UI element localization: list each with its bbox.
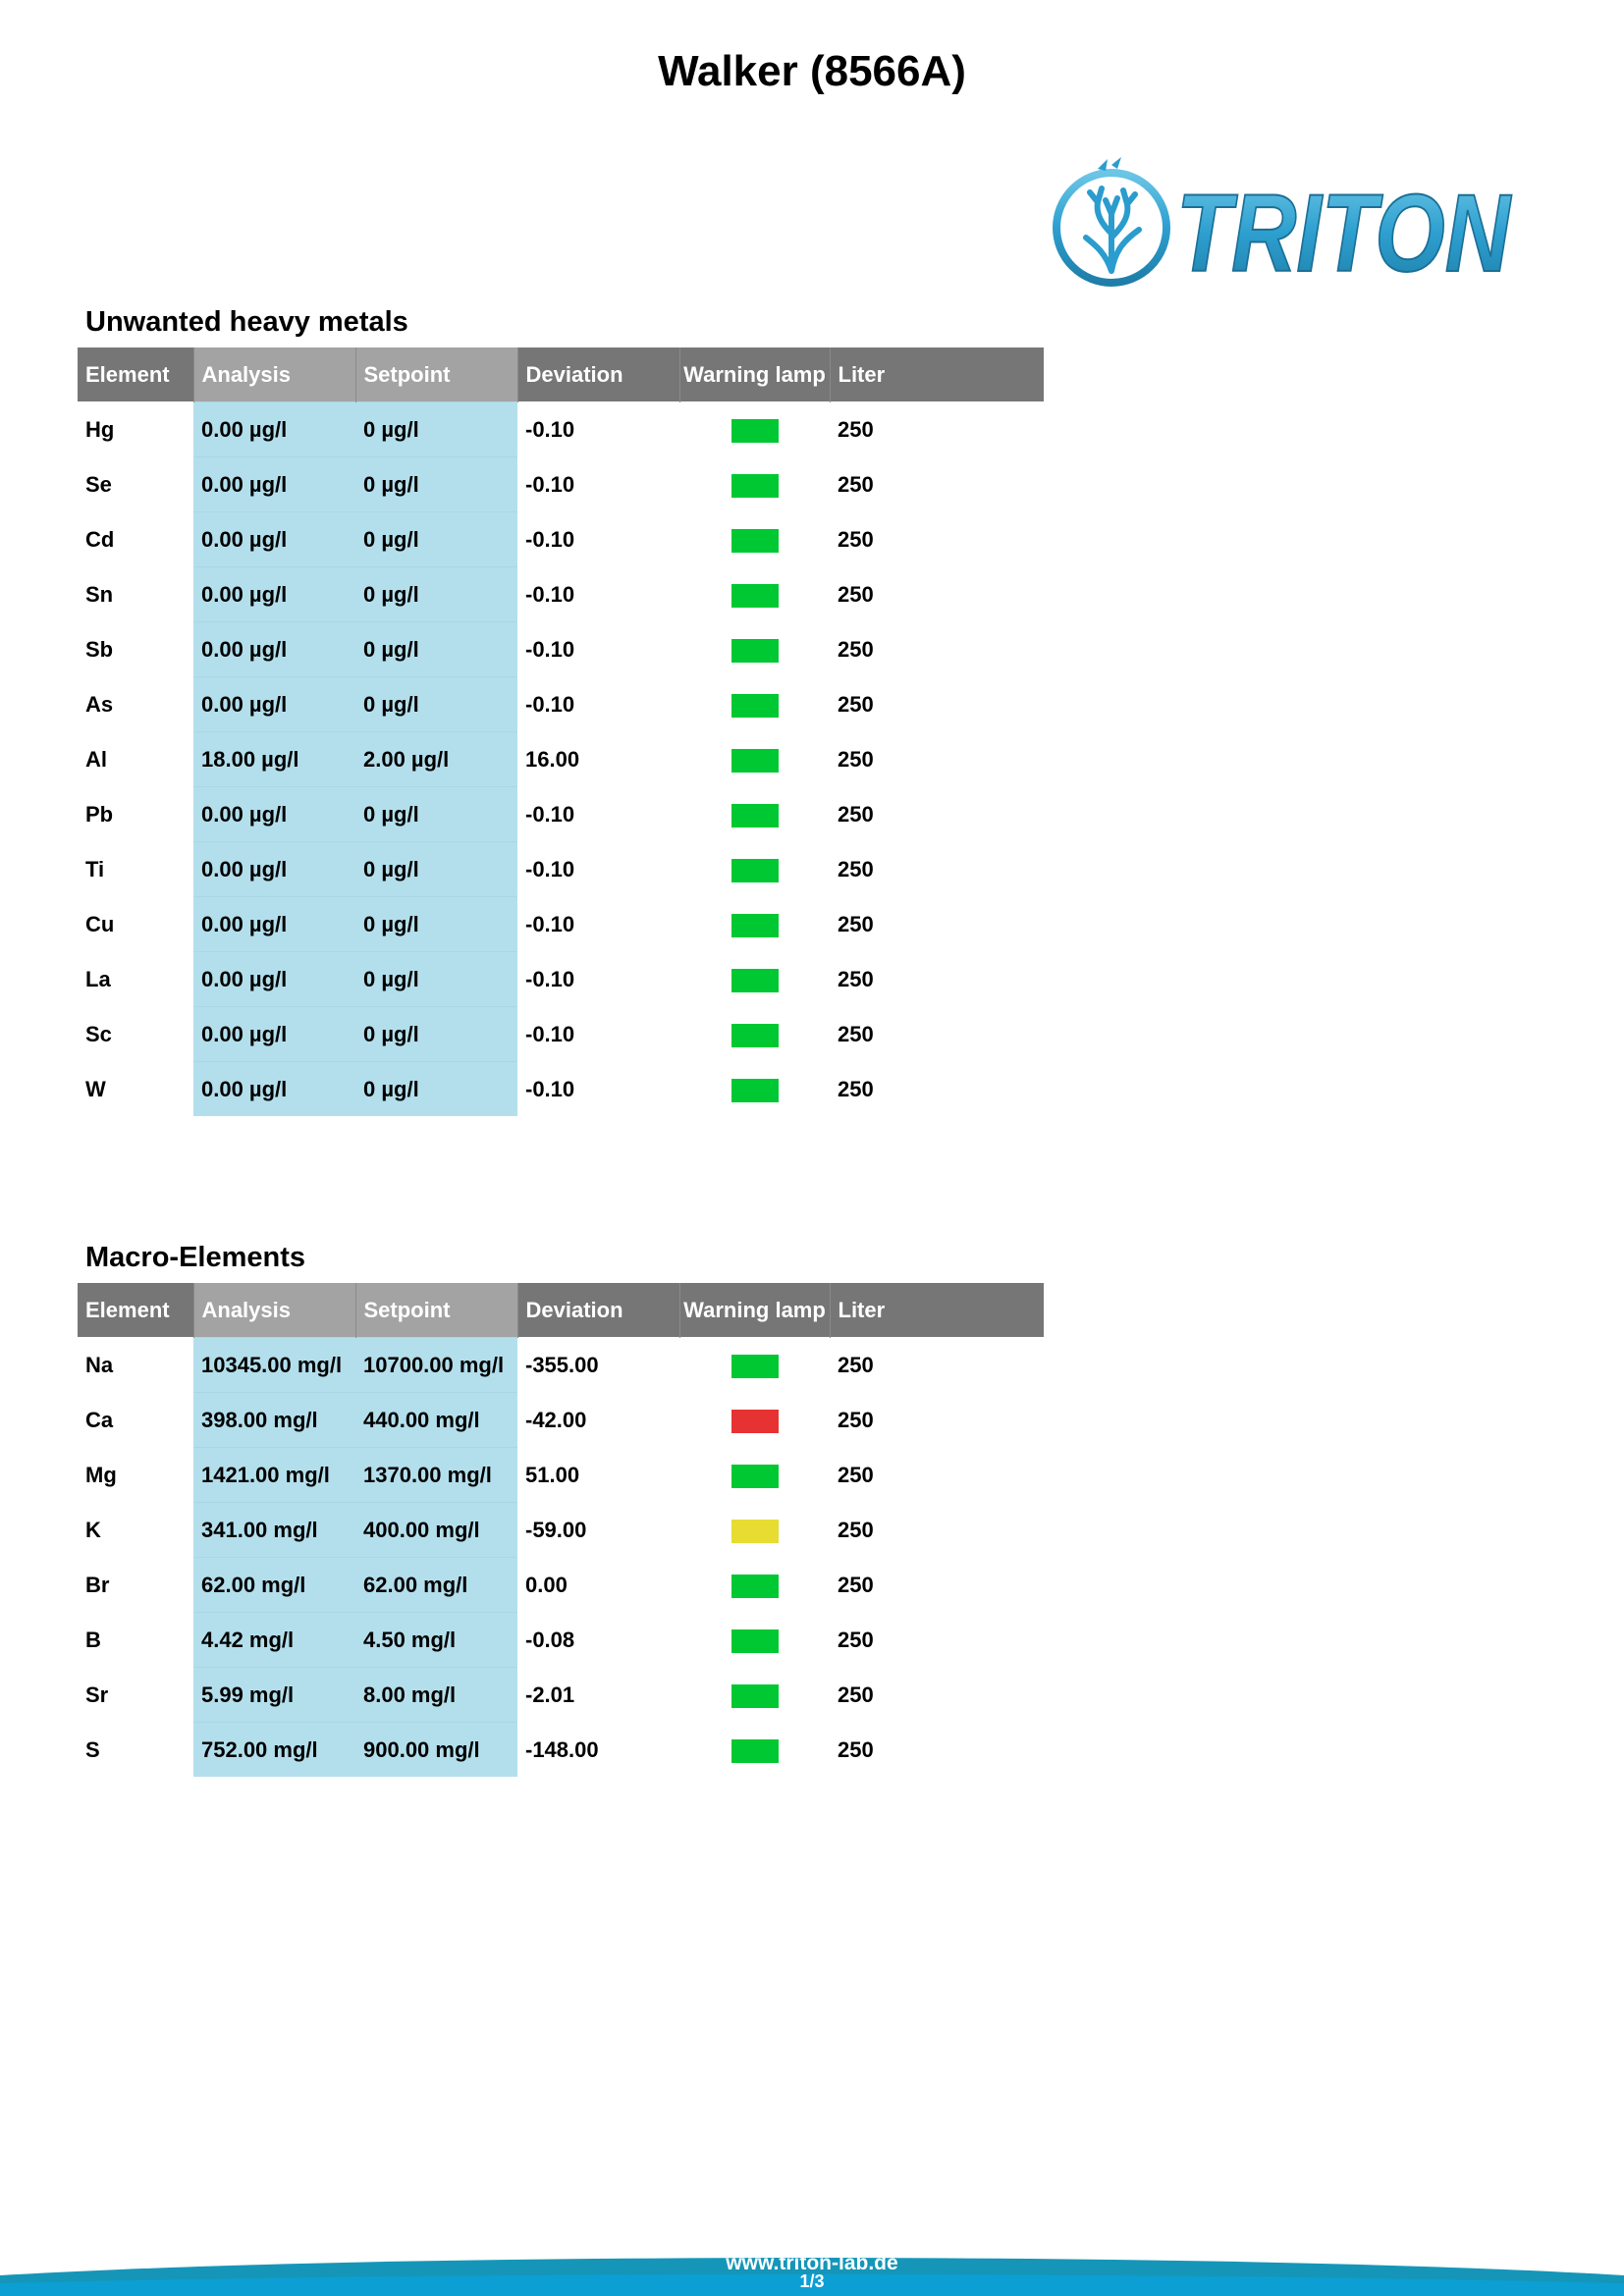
warning-lamp-red	[731, 1410, 779, 1433]
liter-cell: 250	[830, 512, 1044, 567]
deviation-cell: -0.10	[517, 512, 679, 567]
table-row	[78, 1007, 1044, 1062]
liter-cell: 250	[830, 842, 1044, 897]
warning-lamp-cell	[679, 457, 830, 512]
col-header-liter: Liter	[830, 1283, 1044, 1338]
analysis-cell: 0.00 µg/l	[193, 1062, 355, 1117]
liter-cell: 250	[830, 1723, 1044, 1778]
analysis-cell: 62.00 mg/l	[193, 1558, 355, 1613]
element-cell: Sc	[78, 1007, 193, 1062]
element-cell: Se	[78, 457, 193, 512]
setpoint-cell: 0 µg/l	[355, 567, 517, 622]
warning-lamp-cell	[679, 1668, 830, 1723]
warning-lamp-green	[731, 1684, 779, 1708]
warning-lamp-green	[731, 914, 779, 937]
footer-url: www.triton-lab.de	[726, 2252, 898, 2274]
liter-cell: 250	[830, 1558, 1044, 1613]
macro-elements-table	[78, 1283, 1044, 1777]
deviation-cell: -0.10	[517, 1062, 679, 1117]
warning-lamp-green	[731, 969, 779, 992]
element-cell: Sn	[78, 567, 193, 622]
setpoint-cell: 0 µg/l	[355, 677, 517, 732]
col-header-analysis: Analysis	[193, 347, 355, 402]
deviation-cell: 0.00	[517, 1558, 679, 1613]
warning-lamp-cell	[679, 677, 830, 732]
liter-cell: 250	[830, 402, 1044, 457]
table-row	[78, 567, 1044, 622]
warning-lamp-cell	[679, 787, 830, 842]
liter-cell: 250	[830, 1613, 1044, 1668]
page-number: 1/3	[799, 2271, 825, 2291]
col-header-element: Element	[78, 347, 193, 402]
table-row	[78, 677, 1044, 732]
warning-lamp-green	[731, 639, 779, 663]
warning-lamp-cell	[679, 1613, 830, 1668]
section-title-heavy-metals: Unwanted heavy metals	[85, 306, 408, 338]
analysis-cell: 0.00 µg/l	[193, 787, 355, 842]
deviation-cell: -0.10	[517, 567, 679, 622]
liter-cell: 250	[830, 622, 1044, 677]
element-cell: Pb	[78, 787, 193, 842]
setpoint-cell: 0 µg/l	[355, 842, 517, 897]
warning-lamp-cell	[679, 1558, 830, 1613]
coral-emblem-icon	[1056, 157, 1166, 283]
table-row	[78, 1613, 1044, 1668]
table-row	[78, 402, 1044, 457]
setpoint-cell: 400.00 mg/l	[355, 1503, 517, 1558]
setpoint-cell: 1370.00 mg/l	[355, 1448, 517, 1503]
setpoint-cell: 0 µg/l	[355, 457, 517, 512]
analysis-cell: 0.00 µg/l	[193, 842, 355, 897]
liter-cell: 250	[830, 787, 1044, 842]
liter-cell: 250	[830, 952, 1044, 1007]
deviation-cell: -0.10	[517, 952, 679, 1007]
table-row	[78, 1503, 1044, 1558]
deviation-cell: -0.08	[517, 1613, 679, 1668]
warning-lamp-cell	[679, 1393, 830, 1448]
element-cell: B	[78, 1613, 193, 1668]
setpoint-cell: 900.00 mg/l	[355, 1723, 517, 1778]
liter-cell: 250	[830, 1338, 1044, 1393]
warning-lamp-green	[731, 1024, 779, 1047]
col-header-liter: Liter	[830, 347, 1044, 402]
element-cell: K	[78, 1503, 193, 1558]
element-cell: Na	[78, 1338, 193, 1393]
table-row	[78, 1558, 1044, 1613]
col-header-setpoint: Setpoint	[355, 1283, 517, 1338]
warning-lamp-cell	[679, 952, 830, 1007]
liter-cell: 250	[830, 897, 1044, 952]
warning-lamp-green	[731, 1465, 779, 1488]
deviation-cell: -0.10	[517, 842, 679, 897]
warning-lamp-green	[731, 804, 779, 828]
warning-lamp-green	[731, 474, 779, 498]
warning-lamp-green	[731, 1739, 779, 1763]
warning-lamp-green	[731, 859, 779, 882]
analysis-cell: 0.00 µg/l	[193, 567, 355, 622]
setpoint-cell: 10700.00 mg/l	[355, 1338, 517, 1393]
warning-lamp-green	[731, 1079, 779, 1102]
col-header-deviation: Deviation	[517, 347, 679, 402]
warning-lamp-cell	[679, 622, 830, 677]
warning-lamp-yellow	[731, 1520, 779, 1543]
table-header-row	[78, 347, 1044, 402]
element-cell: Cu	[78, 897, 193, 952]
element-cell: Hg	[78, 402, 193, 457]
table-row	[78, 952, 1044, 1007]
analysis-cell: 1421.00 mg/l	[193, 1448, 355, 1503]
deviation-cell: -0.10	[517, 1007, 679, 1062]
element-cell: W	[78, 1062, 193, 1117]
liter-cell: 250	[830, 732, 1044, 787]
deviation-cell: -355.00	[517, 1338, 679, 1393]
element-cell: Ti	[78, 842, 193, 897]
analysis-cell: 18.00 µg/l	[193, 732, 355, 787]
liter-cell: 250	[830, 1503, 1044, 1558]
warning-lamp-cell	[679, 402, 830, 457]
deviation-cell: -0.10	[517, 457, 679, 512]
macro-elements-rows	[78, 1338, 1044, 1778]
element-cell: As	[78, 677, 193, 732]
liter-cell: 250	[830, 1668, 1044, 1723]
table-row	[78, 1062, 1044, 1117]
element-cell: Ca	[78, 1393, 193, 1448]
setpoint-cell: 0 µg/l	[355, 787, 517, 842]
analysis-cell: 0.00 µg/l	[193, 622, 355, 677]
setpoint-cell: 8.00 mg/l	[355, 1668, 517, 1723]
warning-lamp-green	[731, 1575, 779, 1598]
analysis-cell: 0.00 µg/l	[193, 677, 355, 732]
warning-lamp-green	[731, 749, 779, 773]
warning-lamp-green	[731, 1629, 779, 1653]
liter-cell: 250	[830, 1007, 1044, 1062]
warning-lamp-cell	[679, 1338, 830, 1393]
analysis-cell: 5.99 mg/l	[193, 1668, 355, 1723]
deviation-cell: 16.00	[517, 732, 679, 787]
analysis-cell: 0.00 µg/l	[193, 402, 355, 457]
warning-lamp-cell	[679, 567, 830, 622]
table-row	[78, 842, 1044, 897]
table-row	[78, 732, 1044, 787]
deviation-cell: -0.10	[517, 622, 679, 677]
deviation-cell: -148.00	[517, 1723, 679, 1778]
table-row	[78, 897, 1044, 952]
table-row	[78, 457, 1044, 512]
col-header-warning-lamp: Warning lamp	[679, 347, 830, 402]
warning-lamp-cell	[679, 512, 830, 567]
warning-lamp-green	[731, 529, 779, 553]
analysis-cell: 0.00 µg/l	[193, 457, 355, 512]
table-header-row	[78, 1283, 1044, 1338]
analysis-cell: 341.00 mg/l	[193, 1503, 355, 1558]
analysis-cell: 0.00 µg/l	[193, 952, 355, 1007]
liter-cell: 250	[830, 567, 1044, 622]
analysis-cell: 752.00 mg/l	[193, 1723, 355, 1778]
table-row	[78, 1393, 1044, 1448]
warning-lamp-cell	[679, 1723, 830, 1778]
liter-cell: 250	[830, 677, 1044, 732]
warning-lamp-cell	[679, 897, 830, 952]
setpoint-cell: 62.00 mg/l	[355, 1558, 517, 1613]
element-cell: Al	[78, 732, 193, 787]
table-row	[78, 1448, 1044, 1503]
deviation-cell: -59.00	[517, 1503, 679, 1558]
warning-lamp-cell	[679, 1448, 830, 1503]
deviation-cell: -0.10	[517, 677, 679, 732]
heavy-metals-table	[78, 347, 1044, 1116]
deviation-cell: -42.00	[517, 1393, 679, 1448]
deviation-cell: -0.10	[517, 787, 679, 842]
analysis-cell: 0.00 µg/l	[193, 512, 355, 567]
setpoint-cell: 0 µg/l	[355, 622, 517, 677]
heavy-metals-rows	[78, 402, 1044, 1117]
col-header-deviation: Deviation	[517, 1283, 679, 1338]
liter-cell: 250	[830, 457, 1044, 512]
warning-lamp-cell	[679, 842, 830, 897]
col-header-setpoint: Setpoint	[355, 347, 517, 402]
element-cell: Sr	[78, 1668, 193, 1723]
table-row	[78, 1668, 1044, 1723]
setpoint-cell: 0 µg/l	[355, 1007, 517, 1062]
warning-lamp-cell	[679, 732, 830, 787]
setpoint-cell: 0 µg/l	[355, 897, 517, 952]
analysis-cell: 398.00 mg/l	[193, 1393, 355, 1448]
element-cell: La	[78, 952, 193, 1007]
setpoint-cell: 0 µg/l	[355, 952, 517, 1007]
deviation-cell: -0.10	[517, 402, 679, 457]
element-cell: Br	[78, 1558, 193, 1613]
table-row	[78, 1723, 1044, 1778]
warning-lamp-green	[731, 694, 779, 718]
setpoint-cell: 4.50 mg/l	[355, 1613, 517, 1668]
col-header-element: Element	[78, 1283, 193, 1338]
warning-lamp-green	[731, 584, 779, 608]
col-header-analysis: Analysis	[193, 1283, 355, 1338]
element-cell: Sb	[78, 622, 193, 677]
element-cell: Cd	[78, 512, 193, 567]
section-title-macro-elements: Macro-Elements	[85, 1242, 306, 1273]
warning-lamp-green	[731, 1355, 779, 1378]
setpoint-cell: 2.00 µg/l	[355, 732, 517, 787]
table-row	[78, 1338, 1044, 1393]
deviation-cell: 51.00	[517, 1448, 679, 1503]
warning-lamp-cell	[679, 1503, 830, 1558]
element-cell: Mg	[78, 1448, 193, 1503]
setpoint-cell: 0 µg/l	[355, 402, 517, 457]
setpoint-cell: 0 µg/l	[355, 1062, 517, 1117]
analysis-cell: 0.00 µg/l	[193, 1007, 355, 1062]
liter-cell: 250	[830, 1062, 1044, 1117]
element-cell: S	[78, 1723, 193, 1778]
analysis-cell: 0.00 µg/l	[193, 897, 355, 952]
warning-lamp-cell	[679, 1007, 830, 1062]
col-header-warning-lamp: Warning lamp	[679, 1283, 830, 1338]
triton-logo	[1047, 155, 1518, 293]
deviation-cell: -2.01	[517, 1668, 679, 1723]
setpoint-cell: 0 µg/l	[355, 512, 517, 567]
page-title: Walker (8566A)	[658, 47, 966, 95]
warning-lamp-cell	[679, 1062, 830, 1117]
table-row	[78, 787, 1044, 842]
warning-lamp-green	[731, 419, 779, 443]
deviation-cell: -0.10	[517, 897, 679, 952]
table-row	[78, 622, 1044, 677]
logo-wordmark: TRITON	[1176, 172, 1512, 294]
analysis-cell: 4.42 mg/l	[193, 1613, 355, 1668]
liter-cell: 250	[830, 1393, 1044, 1448]
liter-cell: 250	[830, 1448, 1044, 1503]
setpoint-cell: 440.00 mg/l	[355, 1393, 517, 1448]
analysis-cell: 10345.00 mg/l	[193, 1338, 355, 1393]
table-row	[78, 512, 1044, 567]
